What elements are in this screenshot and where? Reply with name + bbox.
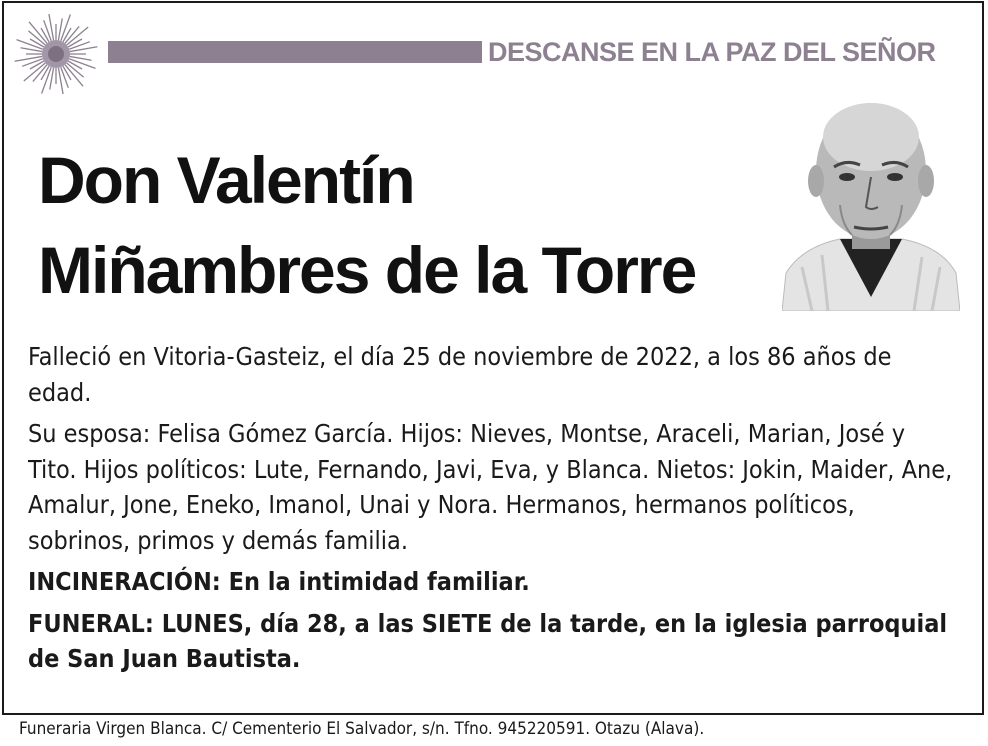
- banner-heading: DESCANSE EN LA PAZ DEL SEÑOR: [488, 37, 936, 67]
- portrait-photo: [782, 97, 960, 311]
- family-list: Su esposa: Felisa Gómez García. Hijos: Nieves, Montse, Araceli, Marian, José y Tito. Hijos políticos: Lute, Fernando, Javi, Eva, y Blanca. Nietos: Jokin, Maider, Ane, Amalur, Jone, Eneko, Imanol, Unai y Nora. Hermanos, hermanos políticos, sobrinos, primos y demás familia.: [28, 419, 953, 555]
- obituary-frame: [2, 1, 984, 715]
- cremation-info: INCINERACIÓN: En la intimidad familiar.: [28, 567, 530, 596]
- funeral-home-info: Funeraria Virgen Blanca. C/ Cementerio El Salvador, s/n. Tfno. 945220591. Otazu (Alava).: [19, 719, 705, 739]
- funeral-info: FUNERAL: LUNES, día 28, a las SIETE de la tarde, en la iglesia parroquial de San Juan Bautista.: [28, 608, 948, 673]
- decorative-banner-bar: [108, 41, 482, 63]
- death-notice: Falleció en Vitoria-Gasteiz, el día 25 de noviembre de 2022, a los 86 años de edad.: [28, 342, 892, 407]
- deceased-name: [38, 135, 778, 315]
- obituary-body: [28, 339, 958, 683]
- name-line-1: Don Valentín: [38, 143, 414, 217]
- thistle-flower-icon: [14, 14, 98, 94]
- name-line-2: Miñambres de la Torre: [38, 233, 696, 307]
